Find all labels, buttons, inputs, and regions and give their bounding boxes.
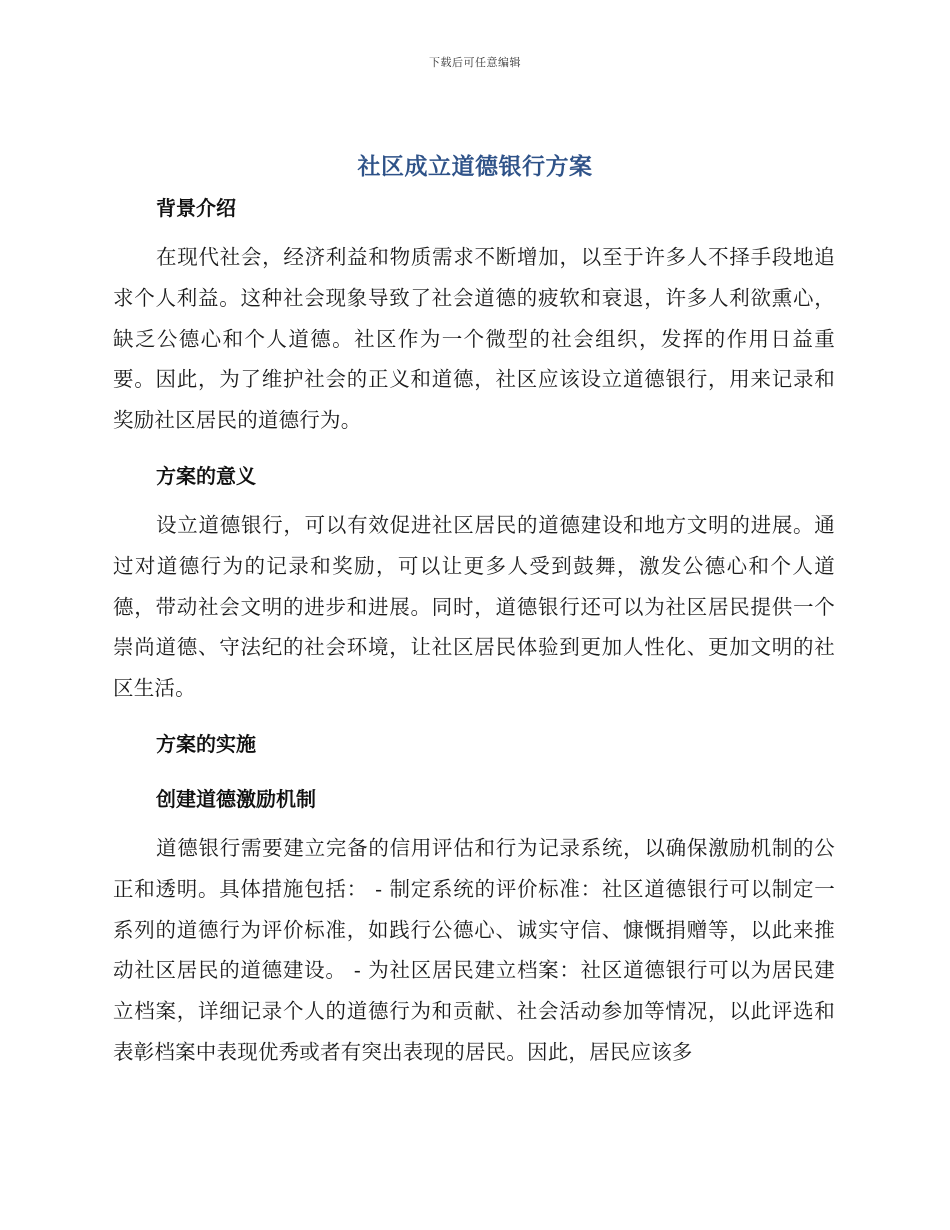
spacer (113, 764, 835, 779)
section-heading-significance: 方案的意义 (156, 463, 256, 488)
page-header: 下载后可任意编辑 (429, 56, 521, 69)
subsection-heading-incentive: 创建道德激励机制 (156, 786, 316, 811)
paragraph-significance: 设立道德银行，可以有效促进社区居民的道德建设和地方文明的进展。通过对道德行为的记录和奖励，可以让更多人受到鼓舞，激发公德心和个人道德，带动社会文明的进步和进展。同时，道德银行还可以为社区居民提供一个崇尚道德、守法纪的社会环境，让社区居民体验到更加人性化、更加文明的社区生活。 (113, 512, 835, 701)
section-heading-implementation: 方案的实施 (156, 731, 256, 756)
section-heading-background: 背景介绍 (156, 196, 236, 220)
document-title: 社区成立道德银行方案 (357, 154, 593, 180)
paragraph-background: 在现代社会，经济利益和物质需求不断增加，以至于许多人不择手段地追求个人利益。这种社会现象导致了社会道德的疲软和衰退，许多人利欲熏心，缺乏公德心和个人道德。社区作为一个微型的社会组织，发挥的作用日益重要。因此，为了维护社会的正义和道德，社区应该设立道德银行，用来记录和奖励社区居民的道德行为。 (113, 245, 835, 433)
document-body (113, 188, 835, 1088)
paragraph-incentive: 道德银行需要建立完备的信用评估和行为记录系统，以确保激励机制的公正和透明。具体措施包括： - 制定系统的评价标准：社区道德银行可以制定一系列的道德行为评价标准，如践行公德心、诚实守信、慷慨捐赠等，以此来推动社区居民的道德建设。 - 为社区居民建立档案：社区道德银行可以为居民建立档案，详细记录个人的道德行为和贡献、社会活动参加等情况，以此评选和表彰档案中表现优秀或者有突出表现的居民。因此，居民应该多 (113, 835, 835, 1064)
